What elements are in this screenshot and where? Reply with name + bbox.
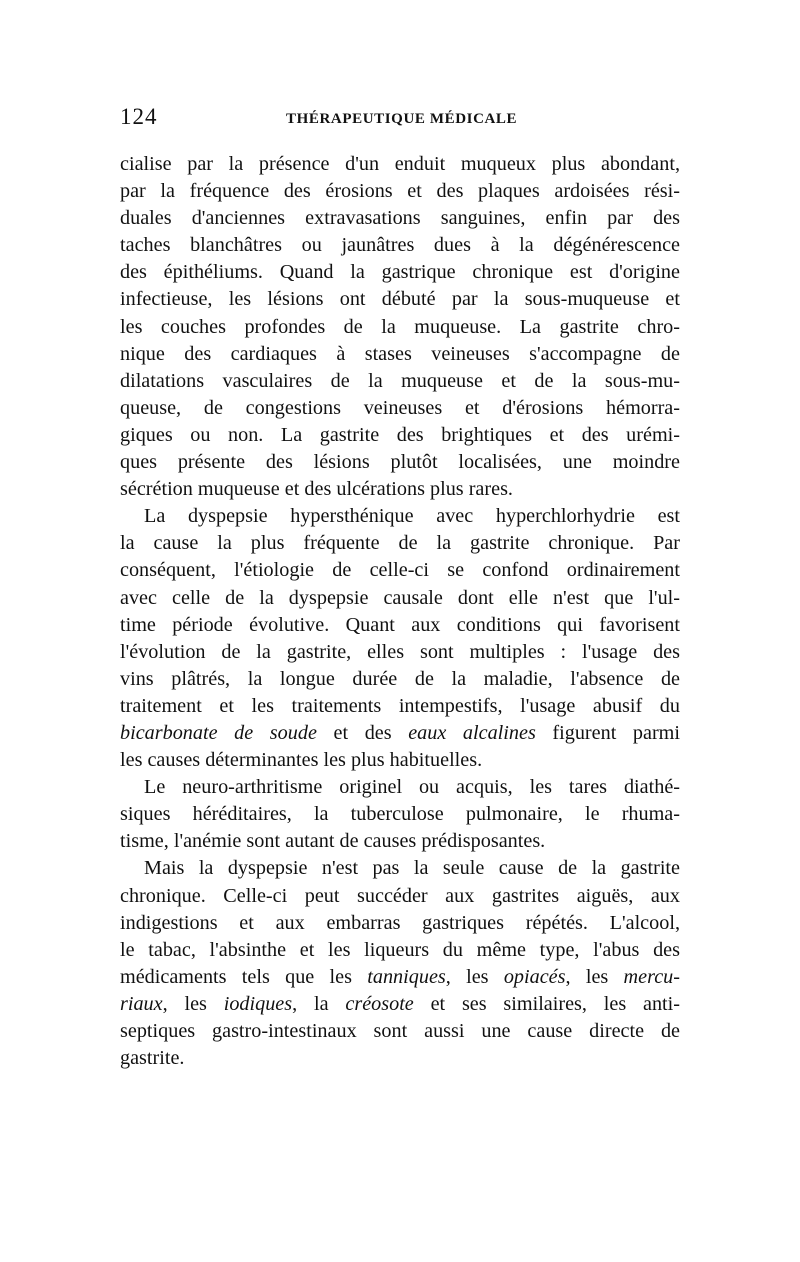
- text-line: Mais la dyspepsie n'est pas la seule cause de la gastrite: [144, 857, 680, 880]
- text-line: Le neuro-arthritisme originel ou acquis, les tares diathé-: [144, 776, 680, 799]
- text-line: taches blanchâtres ou jaunâtres dues à la dégénérescence: [120, 234, 680, 257]
- text-line: tisme, l'anémie sont autant de causes prédisposantes.: [120, 830, 546, 853]
- text-line: vins plâtrés, la longue durée de la maladie, l'absence de: [120, 667, 680, 690]
- text-fragment: , les: [565, 965, 624, 988]
- text-line: time période évolutive. Quant aux conditions qui favorisent: [120, 613, 680, 636]
- italic-term: iodiques: [223, 992, 293, 1015]
- running-title: THÉRAPEUTIQUE MÉDICALE: [286, 111, 518, 127]
- text-line: [120, 720, 680, 747]
- text-line: dilatations vasculaires de la muqueuse et de la sous-mu-: [120, 369, 680, 392]
- text-line: La dyspepsie hypersthénique avec hyperchlorhydrie est: [144, 505, 680, 528]
- text-line: avec celle de la dyspepsie causale dont elle n'est que l'ul-: [120, 586, 680, 609]
- text-line: duales d'anciennes extravasations sanguines, enfin par des: [120, 207, 680, 230]
- text-fragment: , les: [162, 992, 224, 1015]
- text-line: conséquent, l'étiologie de celle-ci se confond ordinairement: [120, 559, 680, 582]
- text-fragment: figurent parmi: [535, 721, 680, 744]
- text-line: siques héréditaires, la tuberculose pulmonaire, le rhuma-: [120, 803, 680, 826]
- text-line: cialise par la présence d'un enduit muqueux plus abondant,: [120, 153, 680, 175]
- text-line: le tabac, l'absinthe et les liqueurs du même type, l'abus des: [120, 938, 680, 961]
- text-line: des épithéliums. Quand la gastrique chronique est d'origine: [120, 261, 680, 284]
- italic-term: bicarbonate de soude: [120, 721, 317, 744]
- italic-term: eaux alcalines: [408, 721, 536, 744]
- italic-term: mercu-: [623, 965, 680, 988]
- text-line: [120, 991, 680, 1018]
- text-line: giques ou non. La gastrite des brightiques et des urémi-: [120, 423, 680, 446]
- text-fragment: et des: [316, 721, 409, 744]
- italic-term: créosote: [345, 992, 414, 1015]
- text-line: les couches profondes de la muqueuse. La gastrite chro-: [120, 315, 680, 338]
- italic-term: opiacés: [503, 965, 566, 988]
- text-fragment: , la: [292, 992, 346, 1015]
- running-head: [120, 104, 680, 140]
- body-text: [120, 151, 680, 1072]
- text-line: queuse, de congestions veineuses et d'érosions hémorra-: [120, 396, 680, 419]
- text-line: indigestions et aux embarras gastriques répétés. L'alcool,: [120, 911, 680, 934]
- text-line: les causes déterminantes les plus habituelles.: [120, 749, 483, 772]
- text-line: septiques gastro-intestinaux sont aussi une cause directe de: [120, 1020, 680, 1042]
- text-line: par la fréquence des érosions et des plaques ardoisées rési-: [120, 180, 680, 203]
- text-line: nique des cardiaques à stases veineuses s'accompagne de: [120, 342, 680, 365]
- text-line: chronique. Celle-ci peut succéder aux gastrites aiguës, aux: [120, 884, 680, 907]
- text-line: traitement et les traitements intempestifs, l'usage abusif du: [120, 694, 680, 717]
- italic-term: tanniques: [367, 965, 446, 988]
- text-fragment: , les: [445, 965, 504, 988]
- text-line: ques présente des lésions plutôt localisées, une moindre: [120, 451, 680, 474]
- text-line: [120, 964, 680, 991]
- text-line: gastrite.: [120, 1047, 185, 1070]
- page-number: 124: [120, 104, 158, 129]
- text-line: l'évolution de la gastrite, elles sont multiples : l'usage des: [120, 640, 680, 663]
- text-fragment: médicaments tels que les: [120, 965, 368, 988]
- text-line: infectieuse, les lésions ont débuté par la sous-muqueuse et: [120, 288, 680, 311]
- text-line: la cause la plus fréquente de la gastrite chronique. Par: [120, 532, 680, 555]
- italic-term: riaux: [120, 992, 163, 1015]
- text-line: sécrétion muqueuse et des ulcérations plus rares.: [120, 478, 513, 501]
- text-fragment: et ses similaires, les anti-: [413, 992, 680, 1015]
